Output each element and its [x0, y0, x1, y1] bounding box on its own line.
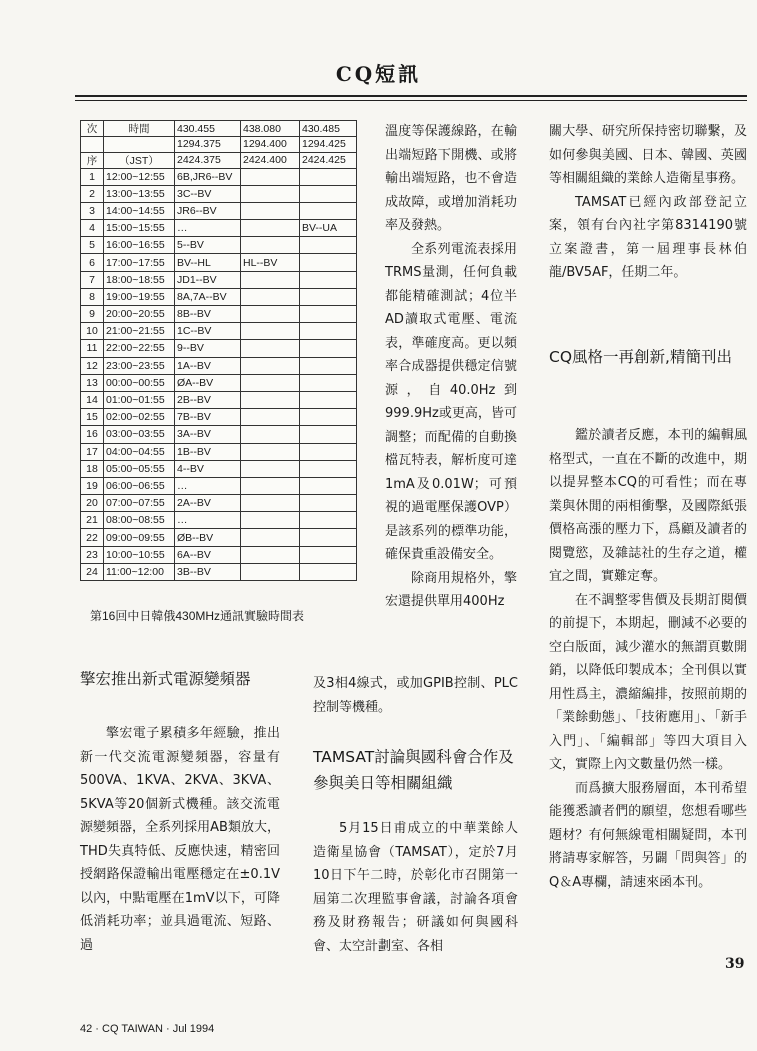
row-freq2	[241, 220, 300, 237]
row-time: 08:00~08:55	[104, 512, 175, 529]
table-row	[81, 254, 357, 271]
row-time: 22:00~22:55	[104, 340, 175, 357]
row-freq1: 2A--BV	[175, 495, 241, 512]
row-freq2	[241, 237, 300, 254]
article2-paragraph-2: 關大學、研究所保持密切聯繫，及如何參與美國、日本、韓國、英國等相關組織的業餘人造衛星事務。	[549, 124, 747, 186]
article1-heading: 擎宏推出新式電源變頻器	[80, 670, 251, 688]
article3-paragraph-2: 在不調整零售價及長期訂閱價的前提下，本期起，刪減不必要的空白版面，減少灌水的無謂頁數開銷，以降低印製成本；全刊俱以實用性爲主，濃縮編排，按照前期的「業餘動態」、「技術應用」、「新手入門」、「編輯部」等四大項目入文，實際上內文數量仍然一樣。	[549, 592, 747, 772]
article3-paragraph-1: 鑑於讀者反應，本刊的編輯風格型式，一直在不斷的改進中，期以提昇整本CQ的可看性；而在專業與休閒的兩相衝擊，及國際紙張價格高漲的壓力下，爲顧及讀者的閱覽慾，及雜誌社的生存之道，權宜之間，實難定奪。	[549, 428, 747, 584]
row-time: 09:00~09:55	[104, 529, 175, 546]
row-freq2	[241, 271, 300, 288]
row-freq1: …	[175, 477, 241, 494]
row-freq3	[300, 323, 357, 340]
row-freq2	[241, 477, 300, 494]
header-rule-thin	[75, 100, 747, 101]
row-freq2	[241, 409, 300, 426]
row-no: 16	[81, 426, 104, 443]
row-freq1: …	[175, 220, 241, 237]
row-freq2	[241, 391, 300, 408]
column-3-lower	[549, 424, 747, 894]
row-freq1: 8B--BV	[175, 306, 241, 323]
row-freq2	[241, 374, 300, 391]
row-freq1: 8A,7A--BV	[175, 288, 241, 305]
schedule-table	[80, 120, 357, 581]
row-no: 14	[81, 391, 104, 408]
row-time: 16:00~16:55	[104, 237, 175, 254]
table-caption: 第16回中日韓俄430MHz通訊實驗時間表	[90, 609, 305, 623]
row-no: 15	[81, 409, 104, 426]
row-time: 02:00~02:55	[104, 409, 175, 426]
row-freq1: 3B--BV	[175, 563, 241, 580]
row-freq2	[241, 546, 300, 563]
row-time: 12:00~12:55	[104, 168, 175, 185]
row-no: 1	[81, 168, 104, 185]
row-freq1: ØA--BV	[175, 374, 241, 391]
row-time: 05:00~05:55	[104, 460, 175, 477]
row-time: 18:00~18:55	[104, 271, 175, 288]
row-freq2	[241, 563, 300, 580]
table-row	[81, 202, 357, 219]
table-row	[81, 426, 357, 443]
table-row	[81, 237, 357, 254]
article2-paragraph-3: TAMSAT已經內政部登記立案，領有台內社字第8314190號立案證書，第一屆理事長林伯龍/BV5AF，任期二年。	[549, 194, 747, 280]
row-freq2	[241, 357, 300, 374]
row-freq1: JR6--BV	[175, 202, 241, 219]
row-time: 21:00~21:55	[104, 323, 175, 340]
header-freq2-line3: 2424.400	[241, 152, 300, 168]
table-row	[81, 271, 357, 288]
row-freq3	[300, 357, 357, 374]
row-freq3	[300, 340, 357, 357]
header-freq2-line1: 438.080	[241, 121, 300, 137]
row-freq1: JD1--BV	[175, 271, 241, 288]
table-row	[81, 477, 357, 494]
row-freq1: 3C--BV	[175, 185, 241, 202]
header-freq2-line2: 1294.400	[241, 137, 300, 153]
row-freq1: 1B--BV	[175, 443, 241, 460]
row-time: 07:00~07:55	[104, 495, 175, 512]
row-time: 17:00~17:55	[104, 254, 175, 271]
row-freq1: 1A--BV	[175, 357, 241, 374]
row-freq3	[300, 306, 357, 323]
table-row	[81, 512, 357, 529]
table-row	[81, 495, 357, 512]
page-number: 39	[725, 956, 745, 972]
column-1	[80, 722, 280, 957]
row-freq1: …	[175, 512, 241, 529]
row-time: 13:00~13:55	[104, 185, 175, 202]
article1-paragraph-2: 溫度等保護線路，在輸出端短路下開機、或將輸出端短路，也不會造成故障，或增加消耗功率及發熱。	[385, 124, 517, 233]
row-freq2	[241, 460, 300, 477]
row-time: 19:00~19:55	[104, 288, 175, 305]
table-row	[81, 391, 357, 408]
row-freq2	[241, 426, 300, 443]
row-time: 04:00~04:55	[104, 443, 175, 460]
table-row	[81, 460, 357, 477]
row-freq3	[300, 563, 357, 580]
table-row	[81, 306, 357, 323]
table-row	[81, 357, 357, 374]
article3-paragraph-3: 而爲擴大服務層面，本刊希望能獲悉讀者們的願望，您想看哪些題材？有何無線電相關疑問，本刊將請專家解答，另闢「問與答」的Q＆A專欄，請速來函本刊。	[549, 780, 747, 890]
row-no: 11	[81, 340, 104, 357]
header-freq3-line1: 430.485	[300, 121, 357, 137]
row-freq2	[241, 512, 300, 529]
row-freq2	[241, 495, 300, 512]
row-freq1: 1C--BV	[175, 323, 241, 340]
table-row	[81, 168, 357, 185]
row-no: 2	[81, 185, 104, 202]
row-freq3	[300, 460, 357, 477]
row-time: 11:00~12:00	[104, 563, 175, 580]
page-header-title: CQ短訊	[335, 62, 422, 86]
row-freq3	[300, 443, 357, 460]
header-no-top: 次	[81, 121, 104, 137]
article1-paragraph-3: 全系列電流表採用TRMS量測，任何負載都能精確測試；4位半AD讀取式電壓、電流表，準確度高。更以頻率合成器提供穩定信號源，自40.0Hz到999.9Hz或更高，皆可調整；而配備的自動換檔瓦特表，解析度可達1mA及0.01W；可預視的過電壓保護OVP）是該系列的標準功能，確保貴重設備安全。	[385, 241, 517, 562]
article1-paragraph-1: 擎宏電子累積多年經驗，推出新一代交流電源變頻器，容量有500VA、1KVA、2KVA、3KVA、5KVA等20個新式機種。該交流電源變頻器，全系列採用AB類放大，THD失真特低、反應快速，精密回授網路保證輸出電壓穩定在±0.1V以內，中點電壓在1mV以下，可降低消耗功率；並具過電流、短路、過	[80, 726, 280, 953]
row-freq3	[300, 288, 357, 305]
row-no: 18	[81, 460, 104, 477]
row-freq3	[300, 202, 357, 219]
row-freq3	[300, 529, 357, 546]
row-freq1: 7B--BV	[175, 409, 241, 426]
row-no: 20	[81, 495, 104, 512]
row-freq2	[241, 202, 300, 219]
row-freq2	[241, 306, 300, 323]
header-no-bottom: 序	[81, 152, 104, 168]
article1-paragraph-4b: 及3相4線式，或加GPIB控制、PLC控制等機種。	[313, 676, 518, 715]
row-freq1: 6B,JR6--BV	[175, 168, 241, 185]
article3-heading: CQ風格一再創新,精簡刊出	[549, 348, 732, 366]
article2-paragraph-1: 5月15日甫成立的中華業餘人造衛星協會（TAMSAT），定於7月10日下午二時，於彰化市召開第一屆第二次理監事會議，討論各項會務及財務報告；研議如何與國科會、太空計劃室、各相	[313, 821, 518, 954]
row-time: 23:00~23:55	[104, 357, 175, 374]
row-no: 7	[81, 271, 104, 288]
row-freq1: 3A--BV	[175, 426, 241, 443]
row-time: 00:00~00:55	[104, 374, 175, 391]
row-freq1: 9--BV	[175, 340, 241, 357]
article1-paragraph-4a: 除商用規格外，擎宏還提供單用400Hz	[385, 570, 517, 609]
row-freq3	[300, 271, 357, 288]
row-freq3	[300, 391, 357, 408]
header-time-top: 時間	[104, 121, 175, 137]
row-no: 3	[81, 202, 104, 219]
row-freq1: 4--BV	[175, 460, 241, 477]
row-no: 23	[81, 546, 104, 563]
table-row	[81, 409, 357, 426]
row-freq2	[241, 529, 300, 546]
table-row	[81, 374, 357, 391]
column-2-upper	[385, 120, 517, 614]
article2-heading: TAMSAT討論與國科會合作及參與美日等相關組織	[313, 748, 514, 792]
table-row	[81, 529, 357, 546]
row-no: 19	[81, 477, 104, 494]
row-freq2	[241, 340, 300, 357]
row-no: 8	[81, 288, 104, 305]
row-time: 20:00~20:55	[104, 306, 175, 323]
row-freq3	[300, 237, 357, 254]
header-time-bottom: （JST）	[104, 152, 175, 168]
table-row	[81, 546, 357, 563]
table-row	[81, 220, 357, 237]
row-no: 9	[81, 306, 104, 323]
row-time: 14:00~14:55	[104, 202, 175, 219]
row-freq2	[241, 168, 300, 185]
column-2-article2	[313, 817, 518, 958]
row-no: 10	[81, 323, 104, 340]
row-freq3	[300, 477, 357, 494]
row-freq2	[241, 288, 300, 305]
row-time: 06:00~06:55	[104, 477, 175, 494]
header-rule	[75, 95, 747, 97]
row-freq2	[241, 185, 300, 202]
row-freq1: 6A--BV	[175, 546, 241, 563]
row-freq2: HL--BV	[241, 254, 300, 271]
row-time: 15:00~15:55	[104, 220, 175, 237]
row-freq3: BV--UA	[300, 220, 357, 237]
page-footer: 42 · CQ TAIWAN · Jul 1994	[80, 1023, 215, 1035]
row-freq3	[300, 374, 357, 391]
row-no: 17	[81, 443, 104, 460]
table-row	[81, 443, 357, 460]
row-freq3	[300, 254, 357, 271]
row-no: 22	[81, 529, 104, 546]
table-row	[81, 340, 357, 357]
row-time: 10:00~10:55	[104, 546, 175, 563]
row-freq3	[300, 546, 357, 563]
row-freq1: 5--BV	[175, 237, 241, 254]
row-freq3	[300, 512, 357, 529]
row-freq3	[300, 409, 357, 426]
header-freq1-line2: 1294.375	[175, 137, 241, 153]
column-3-upper	[549, 120, 747, 285]
row-freq3	[300, 168, 357, 185]
row-freq2	[241, 323, 300, 340]
row-no: 4	[81, 220, 104, 237]
row-time: 03:00~03:55	[104, 426, 175, 443]
table-row	[81, 563, 357, 580]
table-row	[81, 323, 357, 340]
row-freq1: BV--HL	[175, 254, 241, 271]
column-2-lower	[313, 672, 518, 719]
row-no: 13	[81, 374, 104, 391]
row-freq3	[300, 495, 357, 512]
row-no: 12	[81, 357, 104, 374]
header-freq1-line3: 2424.375	[175, 152, 241, 168]
row-no: 24	[81, 563, 104, 580]
row-freq3	[300, 185, 357, 202]
header-freq3-line2: 1294.425	[300, 137, 357, 153]
schedule-table-body	[81, 168, 357, 581]
row-freq1: 2B--BV	[175, 391, 241, 408]
row-freq3	[300, 426, 357, 443]
header-freq3-line3: 2424.425	[300, 152, 357, 168]
row-no: 21	[81, 512, 104, 529]
row-freq2	[241, 443, 300, 460]
table-row	[81, 185, 357, 202]
table-row	[81, 288, 357, 305]
row-freq1: ØB--BV	[175, 529, 241, 546]
row-no: 6	[81, 254, 104, 271]
header-freq1-line1: 430.455	[175, 121, 241, 137]
row-time: 01:00~01:55	[104, 391, 175, 408]
row-no: 5	[81, 237, 104, 254]
